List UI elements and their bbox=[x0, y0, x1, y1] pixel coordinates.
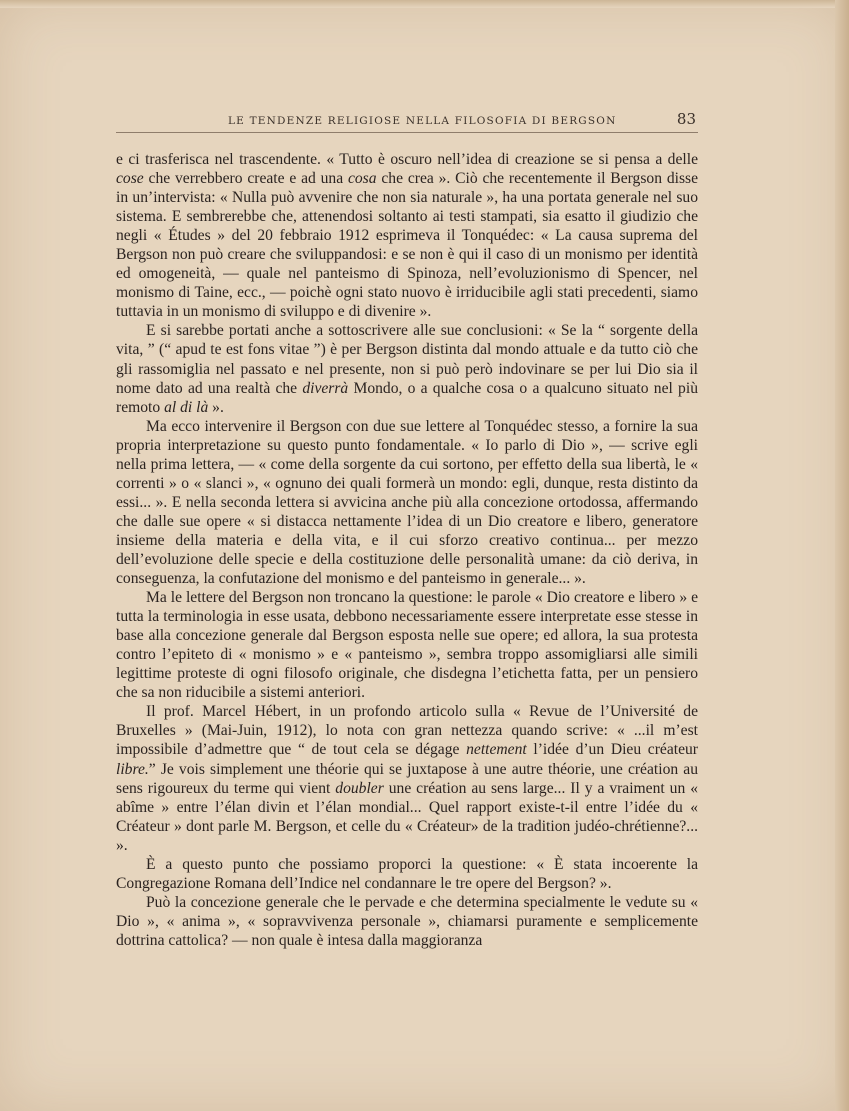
italic-text: libre. bbox=[116, 760, 149, 778]
paragraph bbox=[116, 702, 698, 854]
text-run: Può la concezione generale che le pervade e che determina specialmente le vedute su « Dio », « anima », « sopravvivenza personale », chiamarsi puramente e semplicemente dottrina cattolica? — non quale è intesa dalla maggioranza bbox=[116, 893, 698, 949]
italic-text: diverrà bbox=[302, 379, 349, 397]
text-run: che crea ». Ciò che recentemente il Bergson disse in un’intervista: « Nulla può avvenire che non sia naturale », ha una portata generale nel suo sistema. E sembrerebbe che, attenendosi soltanto ai testi stampati, sia esatto il giudizio che negli « Études » del 20 febbraio 1912 esprimeva il Tonquédec: « La causa suprema del Bergson non può creare che sviluppandosi: e se non è qui il caso di un monismo per identità ed omogeneità, — quale nel panteismo di Spinoza, nell’evoluzionismo di Spencer, nel monismo di Taine, ecc., — poichè ogni stato nuovo è irriducibile agli stati precedenti, siamo tuttavia in un monismo di sviluppo e di divenire ». bbox=[116, 170, 699, 321]
italic-text: cosa bbox=[347, 170, 377, 188]
text-run: Mondo, o a qualche cosa o a qualcuno situato nel più remoto bbox=[116, 379, 698, 416]
page-right-edge bbox=[835, 0, 849, 1111]
italic-text: cose bbox=[116, 170, 144, 188]
text-run: ” Je vois simplement une théorie qui se juxtapose à une autre théorie, une création au sens rigoureux du terme qui vient bbox=[116, 760, 698, 797]
paragraph bbox=[116, 321, 698, 416]
text-run: Ma ecco intervenire il Bergson con due sue lettere al Tonquédec stesso, a fornire la sua propria interpretazione su questo punto fondamentale. « Io parlo di Dio », — scrive egli nella prima lettera, — « come della sorgente da cui sortono, per effetto della sua libertà, le « correnti » o « slanci », « ognuno dei quali formerà un mondo: egli, dunque, resta distinto da essi... ». E nella seconda lettera si avvicina anche più alla concezione ortodossa, affermando che dalle sue opere « si distacca nettamente l’idea di un Dio creatore e libero, generatore insieme della materia e della vita, e il cui sforzo creativo continua... per mezzo dell’evoluzione delle specie e della costituzione delle personalità umane: da ciò deriva, in conseguenza, la confutazione del monismo e del panteismo in generale... ». bbox=[116, 417, 698, 588]
paragraph bbox=[116, 417, 698, 588]
text-run: l’idée d’un Dieu créateur bbox=[526, 741, 698, 759]
page-number: 83 bbox=[676, 110, 696, 128]
text-run: che verrebbero create e ad una bbox=[143, 170, 348, 188]
page-top-edge bbox=[0, 0, 849, 8]
text-run: ». bbox=[208, 398, 224, 416]
italic-text: doubler bbox=[335, 779, 384, 797]
running-title: LE TENDENZE RELIGIOSE NELLA FILOSOFIA DI BERGSON bbox=[228, 115, 617, 127]
paragraph bbox=[116, 893, 698, 950]
italic-text: al di là bbox=[164, 398, 209, 416]
text-run: une création au sens large... Il y a vraiment un « abîme » entre l’élan divin et l’élan mondial... Quel rapport existe-t-il entre l’idée du « Créateur » dont parle M. Bergson, et celle du « Créateur» de la tradition judéo-chrétienne?... ». bbox=[116, 779, 698, 854]
italic-text: nettement bbox=[466, 741, 527, 759]
text-run: e ci trasferisca nel trascendente. « Tutto è oscuro nell’idea di creazione se si pensa a delle bbox=[116, 151, 698, 168]
text-run: È a questo punto che possiamo proporci la questione: « È stata incoerente la Congregazione Romana dell’Indice nel condannare le tre opere del Bergson? ». bbox=[116, 855, 698, 892]
paragraph bbox=[116, 588, 698, 702]
text-run: E si sarebbe portati anche a sottoscrivere alle sue conclusioni: « Se la “ sorgente della vita, ” (“ apud te est fons vitae ”) è per Bergson distinta dal mondo attuale e da tutto ciò che gli rassomiglia nel passato e nel presente, non si può però indovinare se per lui Dio sia il nome dato ad una realtà che bbox=[116, 322, 698, 397]
body-text bbox=[116, 150, 698, 950]
text-run: Ma le lettere del Bergson non troncano la questione: le parole « Dio creatore e libero » e tutta la terminologia in esse usata, debbono necessariamente essere interpretate esse stesse in base alla concezione generale dal Bergson esposta nelle sue opere; ed allora, la sua protesta contro l’epiteto di « monismo » e « panteismo », sembra troppo assomigliarsi alle simili legittime proteste di ogni filosofo originale, che disdegna l’etichetta fatta, per un pensiero che sa non riducibile a sistemi anteriori. bbox=[116, 589, 698, 702]
running-header bbox=[116, 108, 698, 133]
paragraph bbox=[116, 855, 698, 893]
paragraph bbox=[116, 150, 698, 321]
text-run: Il prof. Marcel Hébert, in un profondo articolo sulla « Revue de l’Université de Bruxelles » (Mai-Juin, 1912), lo nota con gran nettezza quando scrive: « ...il m’est impossibile d’admettre que “ de tout cela se dégage bbox=[116, 703, 698, 759]
